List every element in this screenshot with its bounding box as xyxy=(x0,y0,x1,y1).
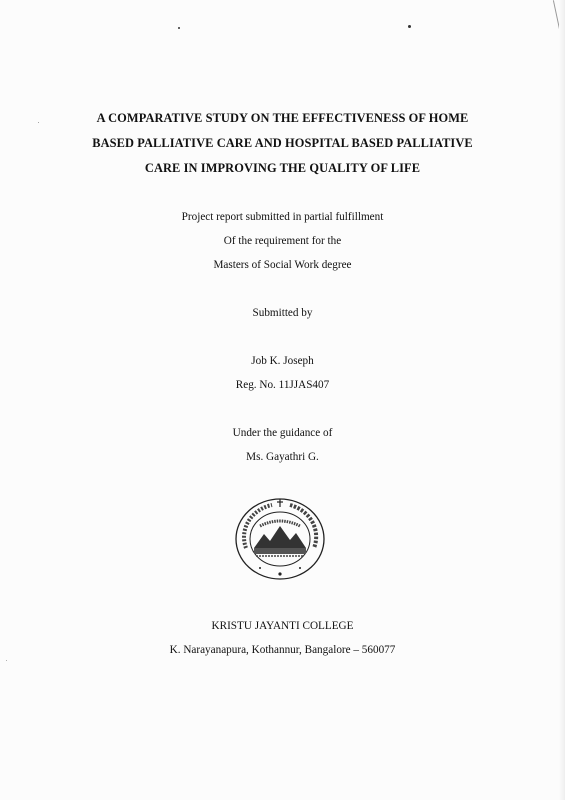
institution-address: K. Narayanapura, Kothannur, Bangalore – 560077 xyxy=(169,644,396,656)
scan-speck xyxy=(6,660,7,661)
submitted-by-label: Submitted by xyxy=(252,307,313,319)
guide-name: Ms. Gayathri G. xyxy=(246,451,319,463)
scan-speck xyxy=(178,27,180,29)
scan-speck xyxy=(408,25,411,28)
title-line-1: A COMPARATIVE STUDY ON THE EFFECTIVENESS OF HOME xyxy=(96,111,469,125)
college-seal-icon xyxy=(232,496,328,582)
scan-edge xyxy=(559,0,565,800)
submission-line-3: Masters of Social Work degree xyxy=(213,259,352,271)
institution-name: KRISTU JAYANTI COLLEGE xyxy=(211,620,354,632)
title-line-3: CARE IN IMPROVING THE QUALITY OF LIFE xyxy=(144,161,421,175)
title-line-2: BASED PALLIATIVE CARE AND HOSPITAL BASED PALLIATIVE xyxy=(92,136,473,150)
student-reg-no: Reg. No. 11JJAS407 xyxy=(235,379,330,391)
scan-speck xyxy=(38,122,39,123)
student-name: Job K. Joseph xyxy=(251,355,314,367)
guidance-label: Under the guidance of xyxy=(232,427,333,439)
submission-line-2: Of the requirement for the xyxy=(223,235,342,247)
report-title xyxy=(40,106,525,181)
submission-line-1: Project report submitted in partial fulfillment xyxy=(181,211,384,223)
